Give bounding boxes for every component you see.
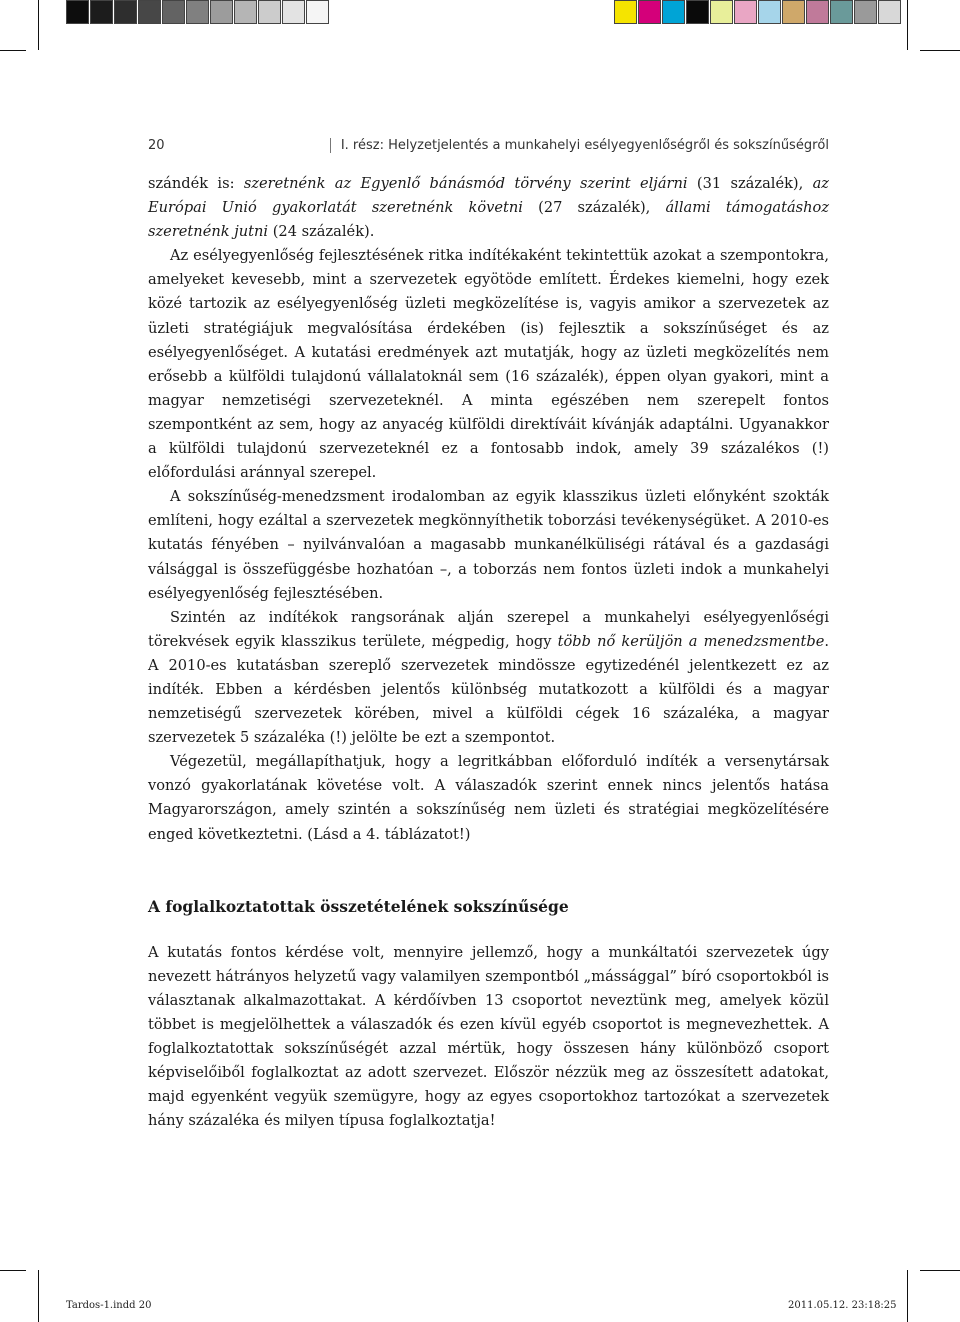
paragraph: Szintén az indítékok rangsorának alján szerepel a munkahelyi esélyegyenlőségi törekvések egyik klasszikus területe, mégpedig, hogy több nő kerüljön a menedzsmentbe. A 2010-es kutatásban szereplő szervezetek mindössze egytizedénél jelentkezett ez az indíték. Ebben a kérdésben jelentős különbség mutatkozott a külföldi és a magyar nemzetiségű szervezetek körében, mivel a külföldi cégek 16 százaléka, a magyar szervezetek 5 százaléka (!) jelölte be ezt a szempontot. (148, 608, 829, 747)
color-swatch (878, 0, 901, 24)
quoted-reason: több nő kerüljön a menedzsmentbe (557, 632, 825, 650)
paragraph: szándék is: szeretnénk az Egyenlő bánásmód törvény szerint eljárni (31 százalék), az Európai Unió gyakorlatát szeretnénk követni (27 százalék), állami támogatáshoz szeretnénk jutni (24 százalék). (148, 175, 830, 241)
color-swatch (90, 0, 113, 24)
page-number: 20 (148, 138, 165, 153)
running-header (148, 138, 829, 153)
print-timestamp: 2011.05.12. 23:18:25 (788, 1300, 897, 1311)
crop-mark (38, 1270, 39, 1322)
grayscale-calibration-bar (66, 0, 330, 26)
color-swatch (66, 0, 89, 24)
color-swatch (138, 0, 161, 24)
section-heading: A foglalkoztatottak összetételének sokszínűsége (148, 896, 569, 916)
color-swatch (614, 0, 637, 24)
crop-mark (0, 1270, 26, 1271)
color-swatch (258, 0, 281, 24)
color-swatch (282, 0, 305, 24)
color-swatch (782, 0, 805, 24)
color-swatch (830, 0, 853, 24)
quoted-reason: szeretnénk az Egyenlő bánásmód törvény szerint eljárni (243, 175, 688, 192)
color-swatch (854, 0, 877, 24)
crop-mark (907, 0, 908, 50)
chapter-title: I. rész: Helyzetjelentés a munkahelyi esélyegyenlőségről és sokszínűségről (330, 138, 829, 153)
color-swatch (806, 0, 829, 24)
color-swatch (306, 0, 329, 24)
file-slug: Tardos-1.indd 20 (66, 1300, 152, 1311)
crop-mark (0, 50, 26, 51)
color-swatch (734, 0, 757, 24)
color-swatch (758, 0, 781, 24)
color-swatch (662, 0, 685, 24)
color-swatch (234, 0, 257, 24)
paragraph: Végezetül, megállapíthatjuk, hogy a legritkábban előforduló indíték a versenytársak vonzó gyakorlatának követése volt. A válaszadók szerint ennek nincs jelentős hatása Magyarországon, amely szintén a sokszínűség nem üzleti és stratégiai megközelítésére enged következtetni. (Lásd a 4. táblázatot!) (148, 753, 829, 843)
paragraph: A sokszínűség-menedzsment irodalomban az egyik klasszikus üzleti előnyként szokták említeni, hogy ezáltal a szervezetek megkönnyíthetik toborzási tevékenységüket. A 2010-es kutatás fényében – nyilvánvalóan a magasabb munkanélküliségi rátával és a gazdasági válsággal is összefüggésbe hozhatóan –, a toborzás nem fontos üzleti indok a munkahelyi esélyegyenlőség fejlesztésében. (148, 488, 829, 602)
quoted-reason: az Európai Unió gyakorlatát szeretnénk követni (148, 175, 829, 217)
color-swatch (186, 0, 209, 24)
color-swatch (114, 0, 137, 24)
color-calibration-bar (614, 0, 902, 26)
section-spacer (148, 847, 829, 895)
crop-mark (920, 50, 960, 51)
crop-mark (920, 1270, 960, 1271)
crop-mark (907, 1270, 908, 1322)
crop-mark (38, 0, 39, 50)
color-swatch (710, 0, 733, 24)
color-swatch (686, 0, 709, 24)
paragraph: A kutatás fontos kérdése volt, mennyire jellemző, hogy a munkáltatói szervezetek úgy nevezett hátrányos helyzetű vagy valamilyen szempontból „mássággal” bíró csoportokból is választanak alkalmazottakat. A kérdőívben 13 csoportot neveztünk meg, amelyek közül többet is megjelölhettek a válaszadók és ezen kívül egyéb csoportot is megnevezhettek. A foglalkoztatottak sokszínűségét azzal mértük, hogy összesen hány különböző csoport képviselőiből foglalkoztat az adott szervezet. Először nézzük meg az összesített adatokat, majd egyenként vegyük szemügyre, hogy az egyes csoportokhoz tartozókat a szervezetek hány százaléka és milyen típusa foglalkoztatja! (148, 943, 829, 1130)
color-swatch (638, 0, 661, 24)
quoted-reason: állami támogatáshoz szeretnénk jutni (148, 199, 830, 241)
page-body (148, 172, 829, 1133)
color-swatch (162, 0, 185, 24)
color-swatch (210, 0, 233, 24)
paragraph: Az esélyegyenlőség fejlesztésének ritka indítékaként tekintettük azokat a szempontokra, amelyeket kevesebb, mint a szervezetek egyötöde említett. Érdekes kiemelni, hogy ezek közé tartozik az esélyegyenlőség üzleti megközelítése is, vagyis amikor a szervezetek az üzleti stratégiájuk megvalósítása érdekében (is) fejlesztik a sokszínűséget és az esélyegyenlőséget. A kutatási eredmények azt mutatják, hogy az üzleti megközelítés nem erősebb a külföldi tulajdonú vállalatoknál sem (16 százalék), éppen olyan gyakori, mint a magyar nemzetiségi szervezeteknél. A minta egészében nem szerepelt fontos szempontként az sem, hogy az anyacég külföldi direktíváit kívánják adaptálni. Ugyanakkor a külföldi tulajdonú szervezeteknél ez a fontosabb indok, amely 39 százalékos (!) előfordulási aránnyal szerepel. (148, 247, 829, 482)
